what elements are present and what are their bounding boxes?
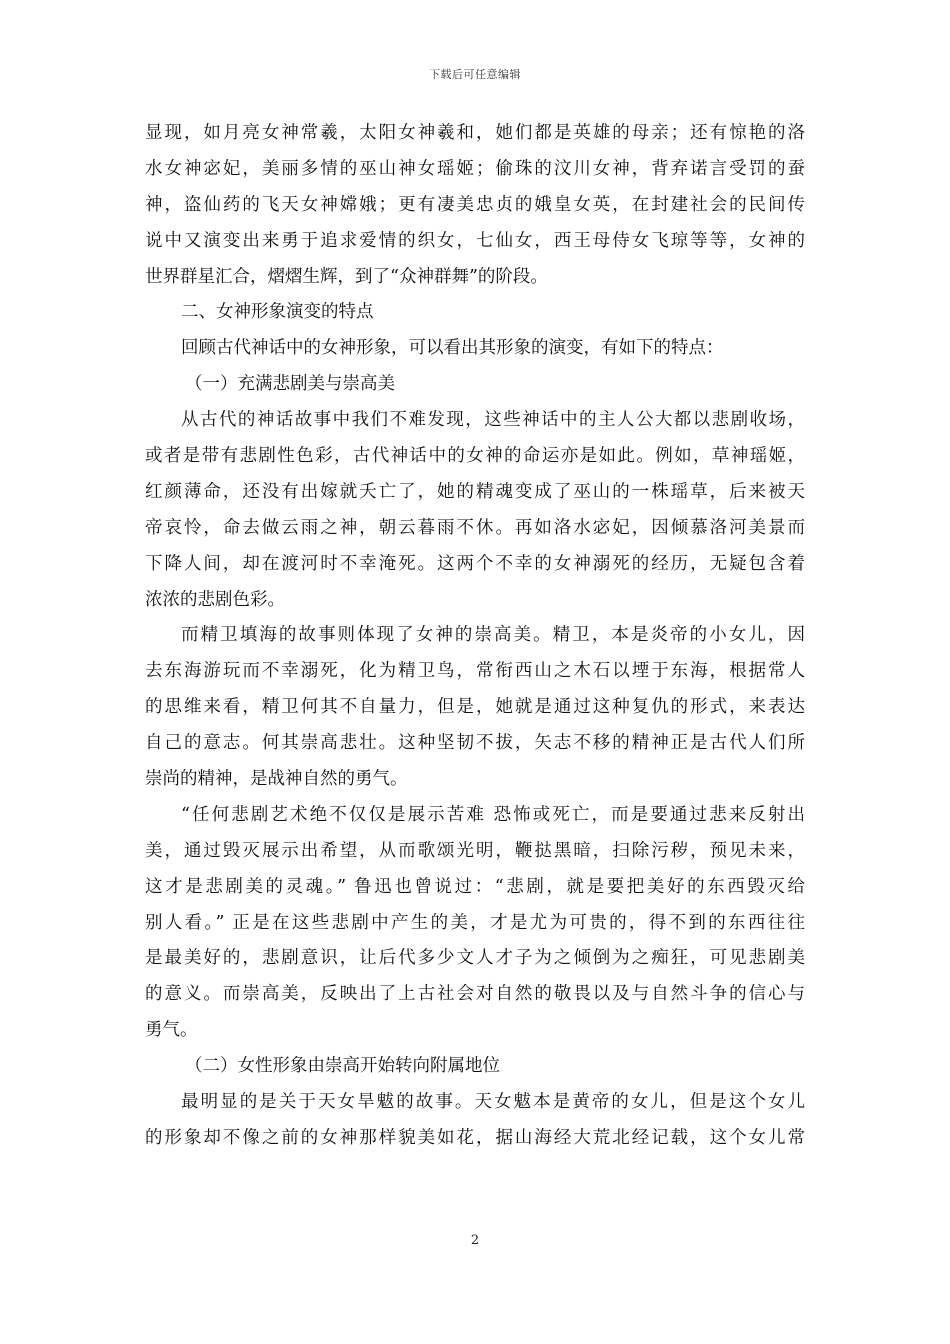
text-line: 回顾古代神话中的女神形象，可以看出其形象的演变，有如下的特点： bbox=[181, 338, 724, 359]
text-line: 红颜薄命，还没有出嫁就夭亡了，她的精魂变成了巫山的一株瑶草，后来被天 bbox=[145, 481, 805, 502]
page-number: 2 bbox=[470, 1233, 480, 1248]
text-line: 而精卫填海的故事则体现了女神的崇高美。精卫，本是炎帝的小女儿，因 bbox=[181, 625, 805, 646]
text-line: 别人看。” 正是在这些悲剧中产生的美，才是尤为可贵的，得不到的东西往往 bbox=[145, 912, 805, 933]
text-line: 最明显的是关于天女旱魃的故事。天女魃本是黄帝的女儿，但是这个女儿 bbox=[181, 1092, 805, 1113]
text-line: 是最美好的，悲剧意识，让后代多少文人才子为之倾倒为之痴狂，可见悲剧美 bbox=[145, 948, 805, 969]
text-line: 这才是悲剧美的灵魂。” 鲁迅也曾说过：“悲剧，就是要把美好的东西毁灭给 bbox=[145, 876, 805, 897]
subsection-heading: （二）女性形象由崇高开始转向附属地位 bbox=[185, 1056, 500, 1077]
text-line: 的形象却不像之前的女神那样貌美如花，据山海经大荒北经记载，这个女儿常 bbox=[145, 1127, 805, 1148]
text-line: 说中又演变出来勇于追求爱情的织女，七仙女，西王母侍女飞琼等等，女神的 bbox=[145, 230, 805, 251]
text-line: 神，盗仙药的飞天女神嫦娥；更有凄美忠贞的娥皇女英，在封建社会的民间传 bbox=[145, 194, 805, 215]
text-line: 去东海游玩而不幸溺死，化为精卫鸟，常衔西山之木石以堙于东海，根据常人 bbox=[145, 661, 805, 682]
text-line: 崇尚的精神，是战神自然的勇气。 bbox=[145, 769, 408, 790]
text-line: 从古代的神话故事中我们不难发现，这些神话中的主人公大都以悲剧收场， bbox=[181, 410, 805, 431]
text-line: 自己的意志。何其崇高悲壮。这种坚韧不拔，矢志不移的精神正是古代人们所 bbox=[145, 733, 805, 754]
subsection-heading: （一）充满悲剧美与崇高美 bbox=[185, 374, 395, 395]
text-line: 浓浓的悲剧色彩。 bbox=[145, 589, 285, 610]
quote-line: “任何悲剧艺术绝不仅仅是展示苦难 恐怖或死亡，而是要通过悲来反射出 bbox=[181, 804, 805, 825]
text-line: 的意义。而崇高美，反映出了上古社会对自然的敬畏以及与自然斗争的信心与 bbox=[145, 984, 805, 1005]
text-line: 的思维来看，精卫何其不自量力，但是，她就是通过这种复仇的形式，来表达 bbox=[145, 697, 805, 718]
text-line: 显现，如月亮女神常羲，太阳女神羲和，她们都是英雄的母亲；还有惊艳的洛 bbox=[145, 123, 805, 143]
document-body bbox=[145, 116, 805, 1157]
text-line: 勇气。 bbox=[145, 1020, 198, 1041]
text-line: 下降人间，却在渡河时不幸淹死。这两个不幸的女神溺死的经历，无疑包含着 bbox=[145, 553, 805, 574]
text-line: 或者是带有悲剧性色彩，古代神话中的女神的命运亦是如此。例如，草神瑶姬， bbox=[145, 446, 805, 467]
text-line: 帝哀怜，命去做云雨之神，朝云暮雨不休。再如洛水宓妃，因倾慕洛河美景而 bbox=[145, 517, 805, 538]
page-header: 下载后可任意编辑 bbox=[429, 68, 521, 81]
text-line: 美，通过毁灭展示出希望，从而歌颂光明，鞭挞黑暗，扫除污秽，预见未来， bbox=[145, 840, 805, 861]
section-heading: 二、女神形象演变的特点 bbox=[181, 302, 374, 323]
text-line: 世界群星汇合，熠熠生辉，到了“众神群舞”的阶段。 bbox=[145, 266, 548, 287]
text-line: 水女神宓妃，美丽多情的巫山神女瑶姬；偷珠的汶川女神，背弃诺言受罚的蚕 bbox=[145, 158, 805, 179]
